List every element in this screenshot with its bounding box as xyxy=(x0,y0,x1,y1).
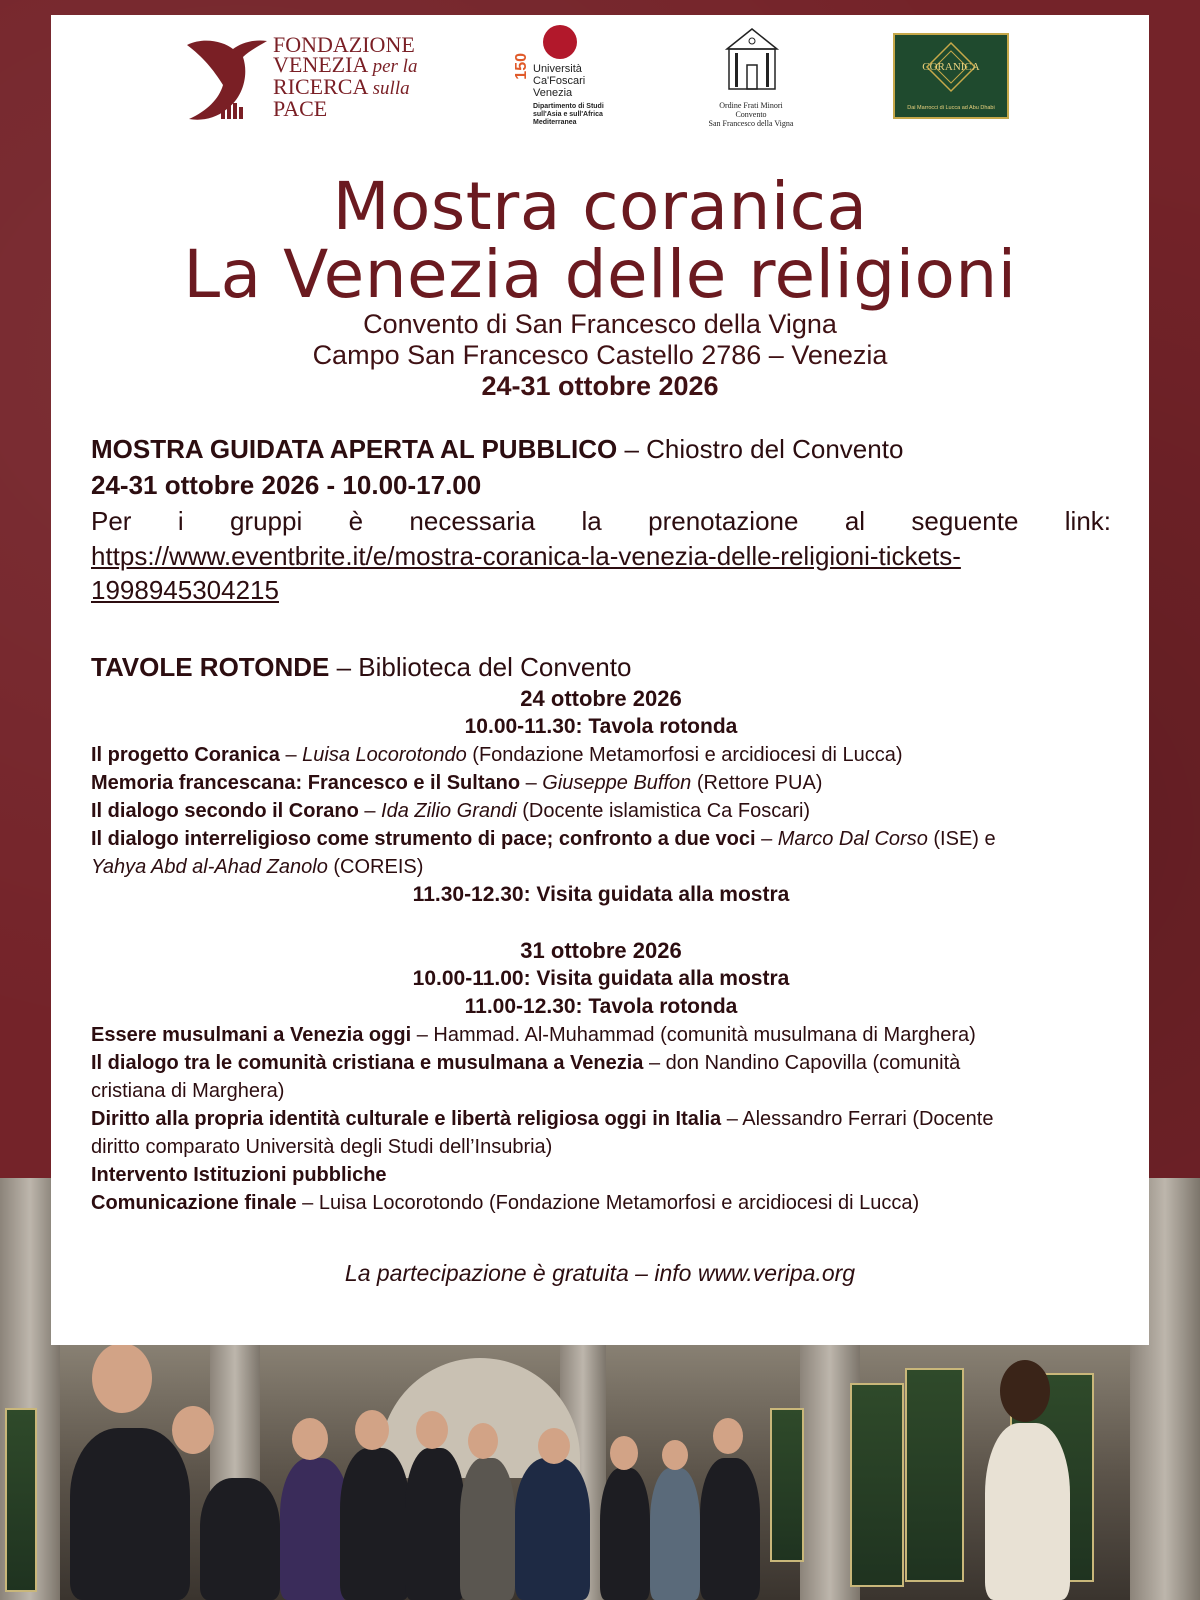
round-tables-heading-bold: TAVOLE ROTONDE xyxy=(91,652,330,682)
coranica-logo xyxy=(893,33,1009,119)
logo-strip xyxy=(51,15,1149,135)
ofm-line3: San Francesco della Vigna xyxy=(708,119,794,128)
fvrp-line2-ital: per la xyxy=(372,56,418,77)
exhibit-hours: 24-31 ottobre 2026 - 10.00-17.00 xyxy=(91,470,482,500)
coranica-sub: Dai Marrocci di Lucca ad Abu Dhabi xyxy=(907,105,995,111)
round-tables-heading xyxy=(91,649,1111,685)
title-line1: Mostra coranica xyxy=(332,168,868,245)
item-speaker-1: Marco Dal Corso xyxy=(777,828,928,850)
round-tables-section xyxy=(91,649,1111,1217)
item-title: Diritto alla propria identità culturale e libertà religiosa oggi in Italia xyxy=(91,1108,722,1130)
day2-item-3 xyxy=(91,1105,1111,1161)
item-speaker: – don Nandino Capovilla (comunità xyxy=(643,1052,961,1074)
ucf-name3: Venezia xyxy=(533,87,573,99)
day2-slot1: 10.00-11.00: Visita guidata alla mostra xyxy=(412,967,790,990)
venue-name: Convento di San Francesco della Vigna xyxy=(363,309,837,339)
day1-slot1: 10.00-11.30: Tavola rotonda xyxy=(464,715,738,738)
item-affiliation: (Fondazione Metamorfosi e arcidiocesi di Lucca) xyxy=(466,744,903,766)
ucf-dept3: Mediterranea xyxy=(533,119,577,126)
item-speaker: – Alessandro Ferrari (Docente xyxy=(721,1108,994,1130)
item-affiliation: (Docente islamistica Ca Foscari) xyxy=(516,800,811,822)
item-speaker: – Luisa Locorotondo (Fondazione Metamorfosi e arcidiocesi di Lucca) xyxy=(296,1192,920,1214)
day2-item-4 xyxy=(91,1161,1111,1189)
day1-date: 24 ottobre 2026 xyxy=(520,686,682,711)
ca-foscari-seal-icon xyxy=(543,25,577,59)
exhibit-heading-rest: – Chiostro del Convento xyxy=(617,434,904,464)
round-tables-heading-rest: – Biblioteca del Convento xyxy=(329,652,632,682)
ucf-dept2: sull'Asia e sull'Africa xyxy=(533,111,603,118)
item-sep: – xyxy=(358,800,382,822)
page-title xyxy=(51,168,1149,313)
day1-slot2: 11.30-12.30: Visita guidata alla mostra xyxy=(412,883,790,906)
ucf-dept1: Dipartimento di Studi xyxy=(533,103,604,110)
coranica-name: CORANICA xyxy=(922,61,980,73)
day2-slot2: 11.00-12.30: Tavola rotonda xyxy=(464,995,738,1018)
booking-link[interactable] xyxy=(91,539,1111,607)
item-sep: – xyxy=(755,828,778,850)
item-title: Intervento Istituzioni pubbliche xyxy=(91,1164,387,1186)
item-affiliation-1: (ISE) e xyxy=(927,828,996,850)
item-title: Il dialogo interreligioso come strumento di pace; confronto a due voci xyxy=(91,828,756,850)
venue-address: Campo San Francesco Castello 2786 – Venezia xyxy=(312,340,888,370)
event-dates: 24-31 ottobre 2026 xyxy=(481,371,719,401)
fvrp-line4: PACE xyxy=(273,96,328,121)
ucf-name1: Università xyxy=(533,63,582,75)
fondazione-venezia-logo xyxy=(183,32,453,125)
item-affiliation-2: (COREIS) xyxy=(327,856,424,878)
booking-note: Per i gruppi è necessaria la prenotazione al seguente link: xyxy=(91,506,1111,536)
day1-item-4 xyxy=(91,825,1111,881)
item-speaker: Luisa Locorotondo xyxy=(302,744,467,766)
item-affiliation: cristiana di Marghera) xyxy=(91,1080,285,1102)
event-poster-card xyxy=(51,15,1149,1345)
booking-link-line2[interactable]: 1998945304215 xyxy=(91,575,279,605)
fvrp-line3-ital: sulla xyxy=(372,78,410,99)
exhibit-section xyxy=(91,431,1111,607)
day2-item-2 xyxy=(91,1049,1111,1105)
ca-foscari-logo xyxy=(513,25,623,130)
item-title: Memoria francescana: Francesco e il Sultano xyxy=(91,772,521,794)
booking-link-line1[interactable]: https://www.eventbrite.it/e/mostra-coranica-la-venezia-delle-religioni-tickets- xyxy=(91,541,961,571)
ofm-convent-logo xyxy=(691,23,811,133)
exhibit-heading xyxy=(91,431,1111,467)
church-facade-icon xyxy=(721,23,783,93)
exhibit-heading-bold: MOSTRA GUIDATA APERTA AL PUBBLICO xyxy=(91,434,618,464)
fvrp-line2: VENEZIA xyxy=(273,52,368,77)
item-sep: – xyxy=(279,744,303,766)
item-title: Il dialogo secondo il Corano xyxy=(91,800,359,822)
day1-item-1 xyxy=(91,741,1111,769)
fvrp-line1: FONDAZIONE xyxy=(273,32,415,57)
footer-note: La partecipazione è gratuita – info www.veripa.org xyxy=(344,1260,856,1286)
item-title: Il dialogo tra le comunità cristiana e musulmana a Venezia xyxy=(91,1052,644,1074)
item-speaker-2: Yahya Abd al-Ahad Zanolo xyxy=(91,856,328,878)
item-speaker: Giuseppe Buffon xyxy=(542,772,692,794)
fvrp-line3: RICERCA xyxy=(273,74,368,99)
day1-item-3 xyxy=(91,797,1111,825)
item-title: Comunicazione finale xyxy=(91,1192,297,1214)
ca-foscari-150: 150 xyxy=(513,53,530,80)
item-affiliation: (Rettore PUA) xyxy=(691,772,823,794)
dove-icon xyxy=(183,35,271,125)
item-title: Essere musulmani a Venezia oggi xyxy=(91,1024,412,1046)
day2-item-1 xyxy=(91,1021,1111,1049)
item-sep: – xyxy=(520,772,543,794)
day1-item-2 xyxy=(91,769,1111,797)
ofm-line1: Ordine Frati Minori xyxy=(719,101,783,110)
ofm-line2: Convento xyxy=(735,110,767,119)
item-title: Il progetto Coranica xyxy=(91,744,280,766)
item-speaker: – Hammad. Al-Muhammad (comunità musulmana di Marghera) xyxy=(411,1024,976,1046)
item-speaker: Ida Zilio Grandi xyxy=(381,800,517,822)
day2-item-5 xyxy=(91,1189,1111,1217)
title-line2: La Venezia delle religioni xyxy=(183,236,1017,313)
day2-date: 31 ottobre 2026 xyxy=(520,938,682,963)
item-affiliation: diritto comparato Università degli Studi dell’Insubria) xyxy=(91,1136,553,1158)
ucf-name2: Ca'Foscari xyxy=(533,75,586,87)
